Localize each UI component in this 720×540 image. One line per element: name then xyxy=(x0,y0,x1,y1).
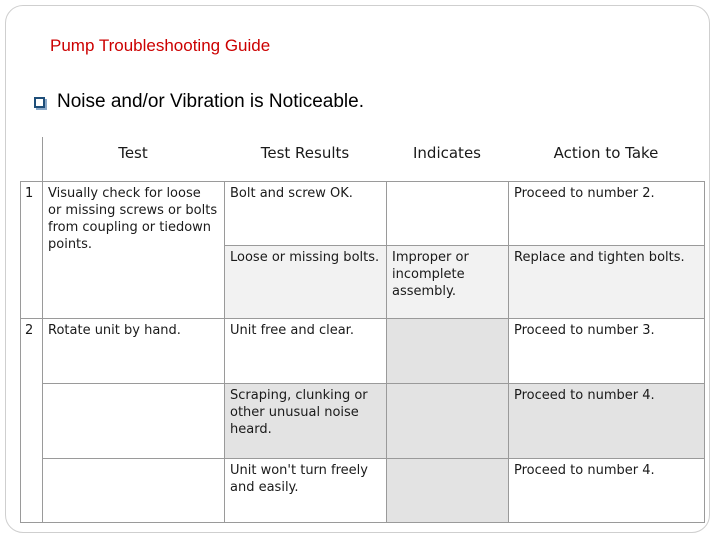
grid-line xyxy=(386,181,387,522)
grid-line xyxy=(508,181,509,522)
bullet-text: Noise and/or Vibration is Noticeable. xyxy=(57,91,364,112)
action-cell: Proceed to number 2. xyxy=(514,186,655,201)
grid-line xyxy=(704,181,705,522)
header-indicates: Indicates xyxy=(413,144,481,162)
grid-line xyxy=(224,245,705,246)
page-title: Pump Troubleshooting Guide xyxy=(50,36,271,55)
bullet-heading xyxy=(34,91,364,113)
grid-line xyxy=(42,383,705,384)
grid-line xyxy=(42,137,43,522)
result-cell: Scraping, clunking or other unusual noise heard. xyxy=(230,388,368,437)
header-test: Test xyxy=(118,144,148,162)
grid-line xyxy=(20,181,21,522)
action-cell: Proceed to number 4. xyxy=(514,388,655,403)
action-cell: Proceed to number 3. xyxy=(514,323,655,338)
row-number: 1 xyxy=(25,186,34,201)
indicates-shade xyxy=(386,318,508,522)
test-cell: Rotate unit by hand. xyxy=(48,323,181,338)
grid-line xyxy=(20,181,705,182)
grid-line xyxy=(224,181,225,522)
header-test-results: Test Results xyxy=(260,144,350,162)
grid-line xyxy=(42,458,705,459)
test-cell: Visually check for loose or missing screws or bolts from coupling or tiedown points. xyxy=(48,186,218,252)
action-cell: Replace and tighten bolts. xyxy=(514,250,685,265)
grid-line xyxy=(20,318,705,319)
header-action: Action to Take xyxy=(553,144,659,162)
square-bullet-icon xyxy=(34,97,45,108)
result-cell: Unit free and clear. xyxy=(230,323,354,338)
action-cell: Proceed to number 4. xyxy=(514,463,655,478)
indicates-cell: Improper or incomplete assembly. xyxy=(392,250,469,299)
row-number: 2 xyxy=(25,323,34,338)
result-cell: Unit won't turn freely and easily. xyxy=(230,463,368,495)
result-cell: Bolt and screw OK. xyxy=(230,186,353,201)
result-cell: Loose or missing bolts. xyxy=(230,250,380,265)
grid-line xyxy=(20,522,705,523)
